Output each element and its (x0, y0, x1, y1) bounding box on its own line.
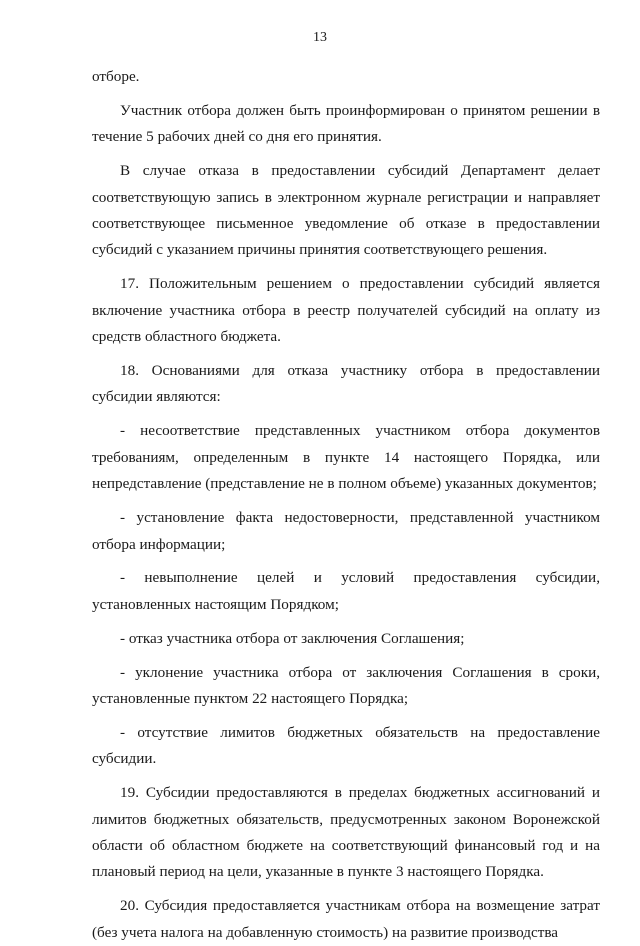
paragraph-clause-20: 20. Субсидия предоставляется участникам отбора на возмещение затрат (без учета налога на добавленную стоимость) на развитие производства (92, 897, 600, 941)
list-item-goals-not-met: - невыполнение целей и условий предоставления субсидии, установленных настоящим Порядком; (92, 569, 600, 613)
list-item-unreliable-info: - установление факта недостоверности, представленной участником отбора информации; (92, 509, 600, 553)
list-item-no-limits: - отсутствие лимитов бюджетных обязательств на предоставление субсидии. (92, 723, 600, 768)
list-item-refusal-agreement: - отказ участника отбора от заключения Соглашения; (120, 629, 465, 647)
paragraph-notification: Участник отбора должен быть проинформирован о принятом решении в течение 5 рабочих дней со дня его принятия. (92, 101, 600, 146)
page-number: 13 (313, 30, 327, 45)
paragraph-refusal-record: В случае отказа в предоставлении субсидий Департамент делает соответствующую запись в электронном журнале регистрации и направляет соответствующее письменное уведомление об отказе в предоставлении субсидий с указанием причины принятия соответствующего решения. (92, 162, 600, 259)
list-item-nonconformity: - несоответствие представленных участником отбора документов требованиям, определенным в пункте 14 настоящего Порядка, или непредставление (представление не в полном объеме) указанных документов; (92, 422, 600, 493)
document-body (92, 64, 600, 946)
list-item-evasion-agreement: - уклонение участника отбора от заключения Соглашения в сроки, установленные пунктом 22 настоящего Порядка; (92, 663, 600, 708)
paragraph-clause-17: 17. Положительным решением о предоставлении субсидий является включение участника отбора в реестр получателей субсидий на оплату из средств областного бюджета. (92, 275, 600, 346)
paragraph-continuation: отборе. (92, 68, 140, 85)
paragraph-clause-18: 18. Основаниями для отказа участнику отбора в предоставлении субсидии являются: (92, 362, 600, 406)
paragraph-clause-19: 19. Субсидии предоставляются в пределах бюджетных ассигнований и лимитов бюджетных обязательств, предусмотренных законом Воронежской области об областном бюджете на соответствующий финансовый год и на плановый период на цели, указанные в пункте 3 настоящего Порядка. (92, 784, 600, 881)
